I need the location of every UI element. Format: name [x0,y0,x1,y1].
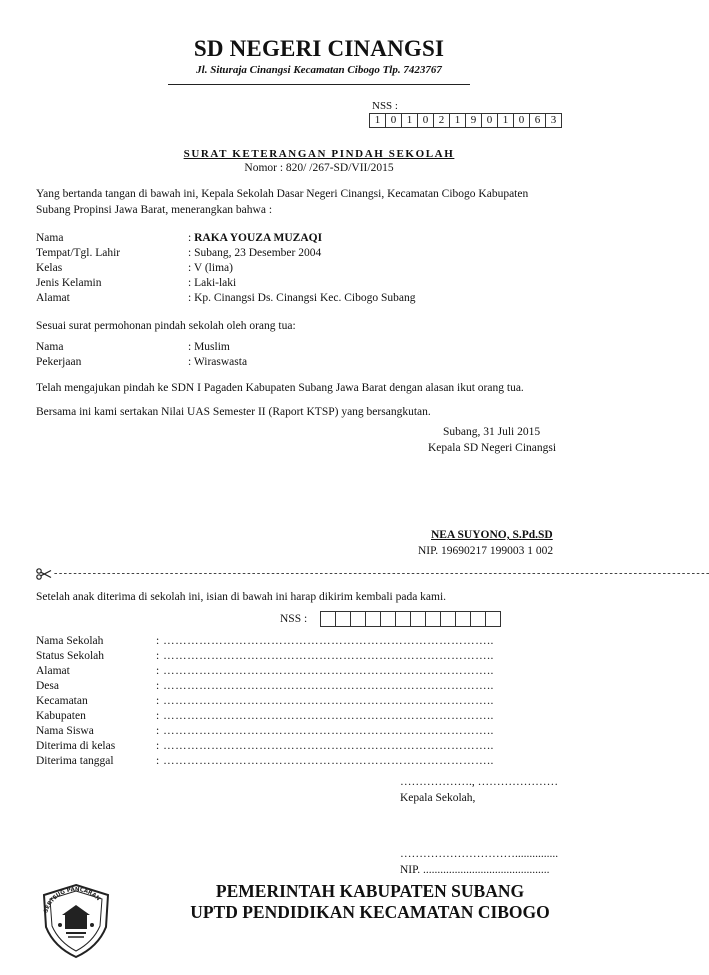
field-label: Pekerjaan [36,356,82,368]
field-row: Nama : RAKA YOUZA MUZAQI [36,232,323,244]
nss-digit: 2 [434,114,450,128]
form-label: Kabupaten [36,710,86,722]
fill-in-line[interactable]: : ……………………………………………………………………….. [156,695,494,707]
field-row: Tempat/Tgl. Lahir : Subang, 23 Desember 2004 [36,247,322,259]
nss-digit: 3 [546,114,562,128]
field-value: Kp. Cinangsi Ds. Cinangsi Kec. Cibogo Subang [194,292,416,304]
field-row: Alamat : Kp. Cinangsi Ds. Cinangsi Kec. Cibogo Subang [36,292,416,304]
footer-line-2: UPTD PENDIDIKAN KECAMATAN CIBOGO [190,902,550,922]
field-value: Subang, 23 Desember 2004 [194,247,322,259]
school-address: Jl. Situraja Cinangsi Kecamatan Cibogo Tlp. 7423767 [196,64,442,76]
form-row [36,679,596,694]
form-row [36,664,596,679]
cut-line: - - - - - - - - - - - - - - - - - - - - - - - - - - - - - - - - - - - - - - - - - - - - - - - - - - - - - - - - - - - - - - - - - - - - - - - - - - - - - - - - - - - - - - - - - - - - - - - - - - - - - - - - - - - - - - - - - - - - - - - - - - - - - - - - - - - - - - - - [54,568,709,579]
sign-position: Kepala SD Negeri Cinangsi [428,442,557,454]
intro-line-1: Yang bertanda tangan di bawah ini, Kepala Sekolah Dasar Negeri Cinangsi, Kecamatan Cibogo Kabupaten [36,188,529,200]
nss-box[interactable] [471,612,486,627]
field-row: Pekerjaan : Wiraswasta [36,356,248,368]
return-sign-position: Kepala Sekolah, [400,792,476,804]
nss-box[interactable] [426,612,441,627]
form-row [36,754,596,769]
statement-line-2: Bersama ini kami sertakan Nilai UAS Semester II (Raport KTSP) yang bersangkutan. [36,406,431,418]
return-instruction: Setelah anak diterima di sekolah ini, isian di bawah ini harap dikirim kembali pada kami. [36,591,447,603]
form-label: Diterima tanggal [36,755,114,767]
fill-in-line[interactable]: : ……………………………………………………………………….. [156,650,494,662]
request-intro: Sesuai surat permohonan pindah sekolah oleh orang tua: [36,320,296,332]
scissors-icon [36,567,52,585]
form-row [36,739,596,754]
return-sign-place-date[interactable]: ………………., ………………… [400,776,559,788]
nss-digit: 0 [514,114,530,128]
nss-box[interactable] [441,612,456,627]
form-label: Desa [36,680,59,692]
field-label: Jenis Kelamin [36,277,102,289]
nss-digit: 0 [418,114,434,128]
nss-digit: 1 [370,114,386,128]
fill-in-line[interactable]: : ……………………………………………………………………….. [156,680,494,692]
signer-name: NEA SUYONO, S.Pd.SD [431,529,553,541]
statement-line-1: Telah mengajukan pindah ke SDN I Pagaden Kabupaten Subang Jawa Barat dengan alasan ikut orang tua. [36,382,524,394]
form-label: Nama Siswa [36,725,94,737]
fill-in-line[interactable]: : ……………………………………………………………………….. [156,725,494,737]
form-row [36,694,596,709]
fill-in-line[interactable]: : ……………………………………………………………………….. [156,665,494,677]
student-name: RAKA YOUZA MUZAQI [194,232,323,244]
nss-box[interactable] [366,612,381,627]
parent-fields [36,340,596,370]
emblem-text: SERTEUG PANCARAN [43,886,102,914]
nss-box[interactable] [396,612,411,627]
field-value: V (lima) [193,262,233,274]
fill-in-line[interactable]: : ……………………………………………………………………….. [156,635,494,647]
field-value: Wiraswasta [193,356,248,368]
nss-label: NSS : [372,100,398,112]
school-name: SD NEGERI CINANGSI [193,36,445,61]
form-label: Diterima di kelas [36,740,116,752]
form-row [36,649,596,664]
intro-line-2: Subang Propinsi Jawa Barat, menerangkan bahwa : [36,204,273,216]
field-label: Kelas [36,262,63,274]
form-label: Status Sekolah [36,650,105,662]
document-number: Nomor : 820/ /267-SD/VII/2015 [244,162,394,174]
return-sign-nip[interactable]: NIP. ............................................ [400,864,550,876]
nss-box[interactable] [321,612,336,627]
form-row [36,724,596,739]
form-label: Kecamatan [36,695,88,707]
return-nss-label: NSS : [280,613,308,625]
document-title: SURAT KETERANGAN PINDAH SEKOLAH [183,148,455,160]
regency-emblem-icon [36,881,116,961]
form-label: Alamat [36,665,70,677]
nss-box[interactable] [336,612,351,627]
nss-box[interactable] [351,612,366,627]
field-label: Alamat [36,292,70,304]
footer-line-1: PEMERINTAH KABUPATEN SUBANG [215,881,525,901]
field-label: Tempat/Tgl. Lahir [36,247,121,259]
return-fields [36,634,596,769]
nss-digit: 0 [482,114,498,128]
student-fields [36,231,596,306]
field-label: Nama [36,341,64,353]
nss-digit: 1 [402,114,418,128]
nss-digit: 6 [530,114,546,128]
field-value: Laki-laki [194,277,237,289]
fill-in-line[interactable]: : ……………………………………………………………………….. [156,740,494,752]
nss-digit: 9 [466,114,482,128]
field-label: Nama [36,232,64,244]
nss-digit-boxes [369,113,562,128]
nss-box[interactable] [486,612,501,627]
nss-box[interactable] [381,612,396,627]
nss-digit: 1 [450,114,466,128]
field-row: Jenis Kelamin : Laki-laki [36,277,237,289]
signer-nip: NIP. 19690217 199003 1 002 [418,545,554,557]
form-row [36,634,596,649]
sign-place-date: Subang, 31 Juli 2015 [443,426,541,438]
return-nss-boxes[interactable] [320,611,501,627]
header-underline [168,84,470,85]
return-sign-name-line[interactable]: …………………………............... [400,848,559,860]
nss-box[interactable] [456,612,471,627]
field-value: Muslim [194,341,230,353]
fill-in-line[interactable]: : ……………………………………………………………………….. [156,710,494,722]
nss-digit: 1 [498,114,514,128]
form-label: Nama Sekolah [36,635,104,647]
field-row: Kelas : V (lima) [36,262,233,274]
nss-digit: 0 [386,114,402,128]
form-row [36,709,596,724]
field-row: Nama : Muslim [36,341,230,353]
fill-in-line[interactable]: : ……………………………………………………………………….. [156,755,494,767]
nss-box[interactable] [411,612,426,627]
